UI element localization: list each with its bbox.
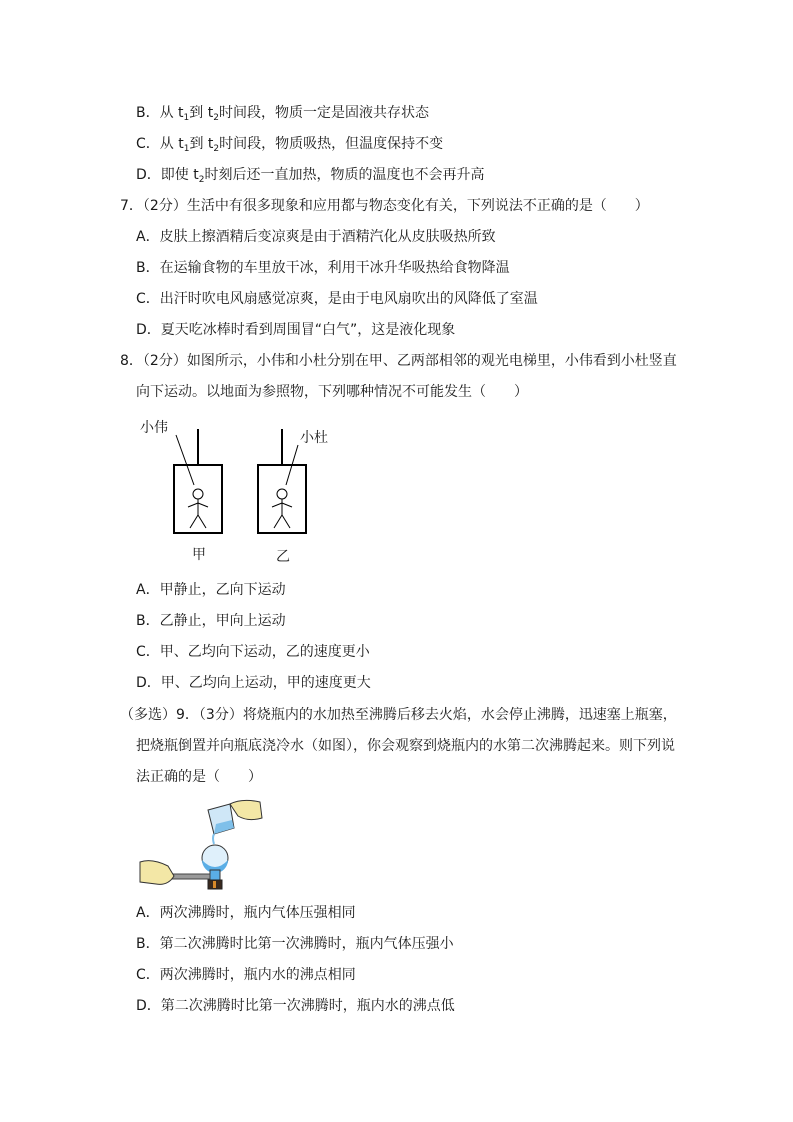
q6-option-c-text1: C．从 t [136, 136, 184, 152]
q7-stem: 7．（2分）生活中有很多现象和应用都与物态变化有关，下列说法不正确的是（ ） [120, 198, 649, 214]
q7-option-b: B．在运输食物的车里放干冰，利用干冰升华吸热给食物降温 [136, 260, 510, 276]
person-xiaowei-head [193, 489, 203, 499]
q8-option-a: A．甲静止，乙向下运动 [136, 582, 286, 598]
q9-stem-line3: 法正确的是（ ） [136, 769, 262, 785]
subscript-1: 1 [183, 144, 190, 154]
subscript-2: 2 [213, 144, 220, 154]
q6-option-d-text1: D．即使 t [136, 167, 199, 183]
q7-option-c: C．出汗时吹电风扇感觉凉爽，是由于电风扇吹出的风降低了室温 [136, 291, 538, 307]
q9-option-c: C．两次沸腾时，瓶内水的沸点相同 [136, 967, 356, 983]
subscript-2: 2 [213, 113, 219, 123]
q8-option-b: B．乙静止，甲向上运动 [136, 613, 286, 629]
q9-stem-line2: 把烧瓶倒置并向瓶底浇冷水（如图），你会观察到烧瓶内的水第二次沸腾起来。则下列说 [136, 738, 675, 754]
q8-stem-line1: 8．（2分）如图所示，小伟和小杜分别在甲、乙两部相邻的观光电梯里，小伟看到小杜竖直 [120, 353, 677, 369]
q6-option-c-text2: 到 t [189, 136, 214, 152]
label-xiaowei: 小伟 [140, 420, 168, 436]
q9-option-a: A．两次沸腾时，瓶内气体压强相同 [136, 905, 356, 921]
label-yi: 乙 [276, 549, 290, 565]
q8-option-d: D．甲、乙均向上运动，甲的速度更大 [136, 675, 371, 691]
label-pointer-xiaowei [176, 435, 194, 485]
q7-option-d: D．夏天吃冰棒时看到周围冒“白气”，这是液化现象 [136, 322, 456, 338]
holding-hand-icon [140, 861, 174, 885]
q6-option-b-text3: 时间段，物质一定是固液共存状态 [218, 105, 429, 121]
q6-option-b-text2: 到 t [189, 105, 214, 121]
flask-diagram [138, 796, 268, 896]
q7-option-a: A．皮肤上擦酒精后变凉爽是由于酒精汽化从皮肤吸热所致 [136, 229, 496, 245]
pouring-hand-icon [230, 800, 262, 819]
q6-option-d-text2: 时刻后还一直加热，物质的温度也不会再升高 [204, 167, 485, 183]
label-jia: 甲 [192, 547, 206, 563]
q8-option-c: C．甲、乙均向下运动，乙的速度更小 [136, 644, 370, 660]
q6-option-c [136, 134, 443, 156]
q9-option-b: B．第二次沸腾时比第一次沸腾时，瓶内气体压强小 [136, 936, 454, 952]
q6-option-d [136, 165, 484, 187]
subscript-1: 1 [183, 113, 190, 123]
q6-option-b [136, 103, 429, 125]
q8-stem-line2: 向下运动。以地面为参照物，下列哪种情况不可能发生（ ） [136, 384, 528, 400]
person-xiaodu-head [277, 489, 287, 499]
q6-option-c-text3: 时间段，物质吸热，但温度保持不变 [219, 136, 444, 152]
q6-option-b-text1: B．从 t [136, 105, 184, 121]
label-xiaodu: 小杜 [300, 430, 328, 446]
elevator-figure [130, 415, 360, 570]
subscript-2: 2 [198, 175, 205, 185]
q9-stem-line1: （多选）9．（3分）将烧瓶内的水加热至沸腾后移去火焰，水会停止沸腾，迅速塞上瓶塞， [120, 707, 677, 723]
water-stream [213, 834, 214, 844]
q9-option-d: D．第二次沸腾时比第一次沸腾时，瓶内水的沸点低 [136, 998, 455, 1014]
flask-figure [138, 796, 268, 896]
